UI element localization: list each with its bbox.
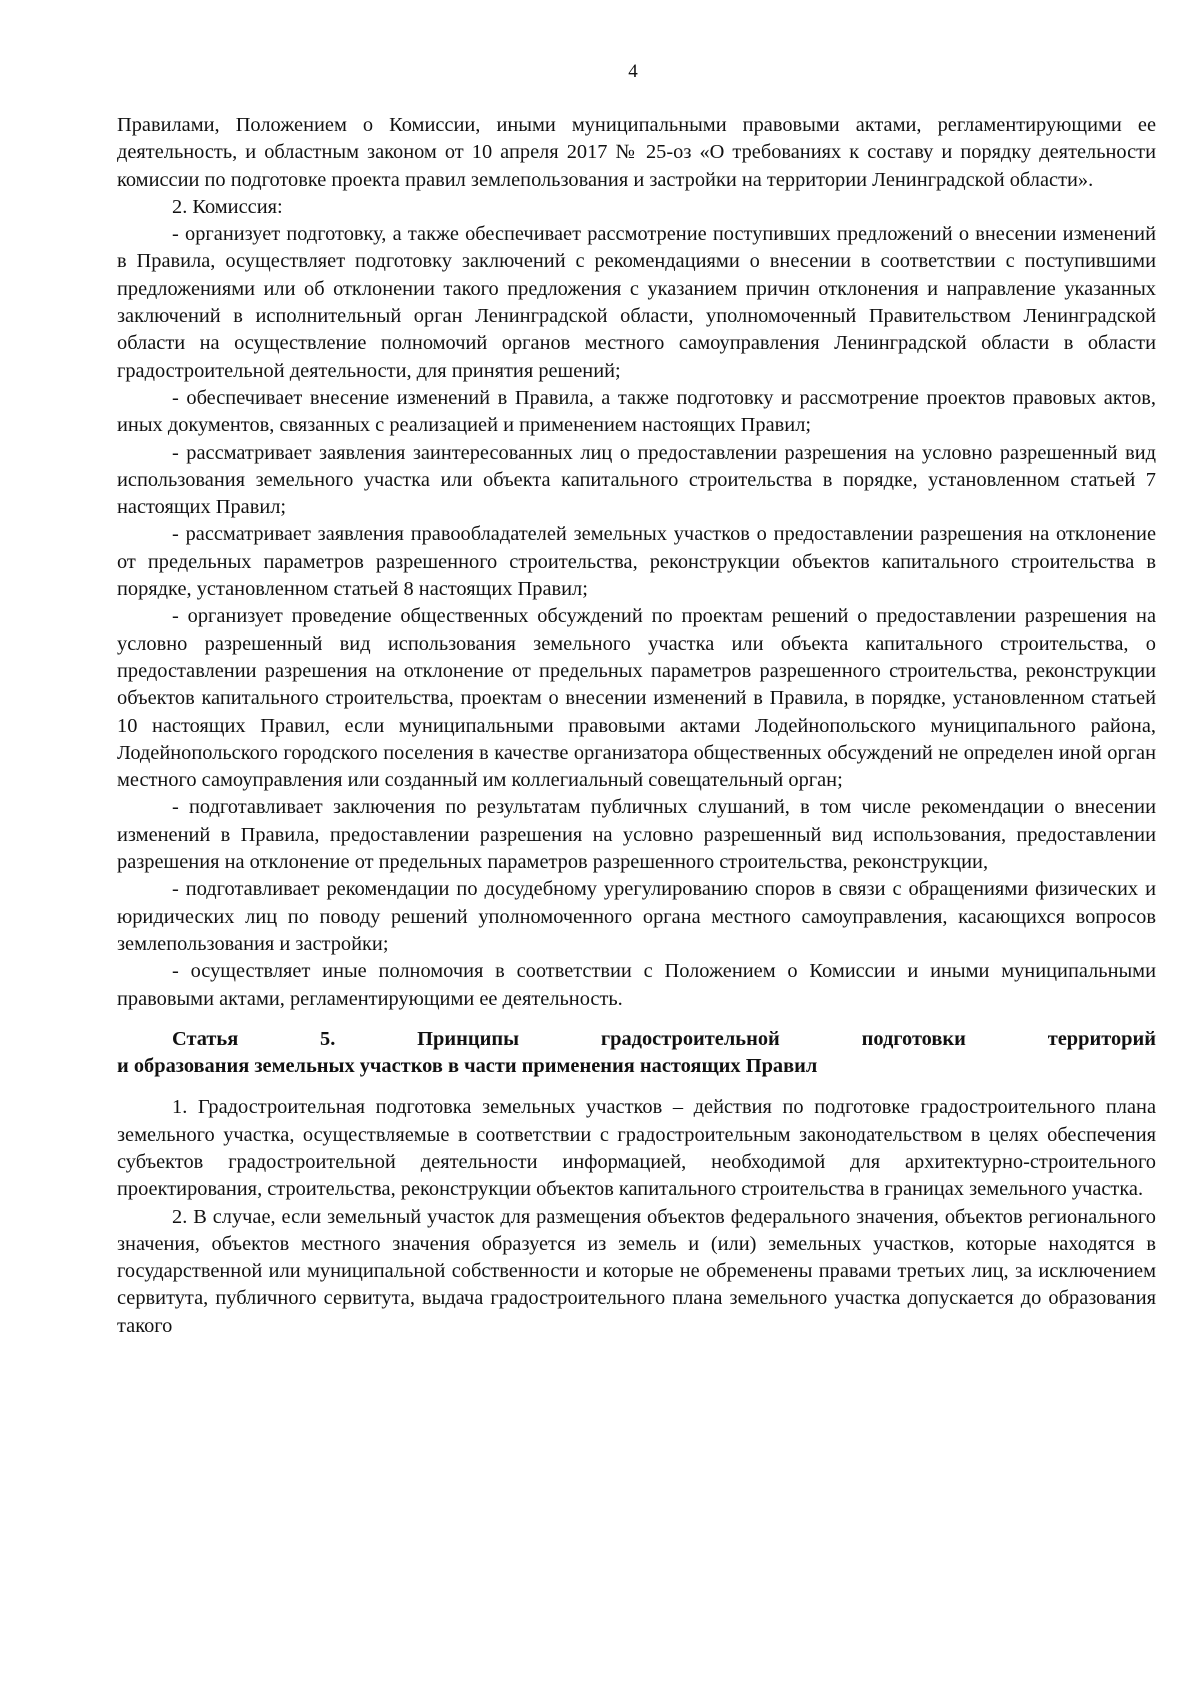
paragraph-numbered: 2. В случае, если земельный участок для размещения объектов федерального значения, объектов регионального значения, объектов местного значения образуется из земель и (или) земельных участков, которые находятся в государственной или муниципальной собственности и которые не обременены правами третьих лиц, за исключением сервитута, публичного сервитута, выдача градостроительного плана земельного участка допускается до образования такого bbox=[117, 1205, 1156, 1337]
article-heading-line-2: и образования земельных участков в части применения настоящих Правил bbox=[117, 1055, 818, 1078]
article-heading bbox=[117, 1026, 1156, 1081]
article-heading-line-1: Статья 5. Принципы градостроительной подготовки территорий bbox=[172, 1027, 1156, 1050]
list-item: - рассматривает заявления заинтересованных лиц о предоставлении разрешения на условно разрешенный вид использования земельного участка или объекта капитального строительства в порядке, установленном статьей 7 настоящих Правил; bbox=[117, 441, 1156, 519]
list-item: - организует подготовку, а также обеспечивает рассмотрение поступивших предложений о внесении изменений в Правила, осуществляет подготовку заключений с рекомендациями о внесении в соответствии с поступившими предложениями или об отклонении такого предложения с указанием причин отклонения и направление указанных заключений в исполнительный орган Ленинградской области, уполномоченный Правительством Ленинградской области на осуществление полномочий органов местного самоуправления Ленинградской области в области градостроительной деятельности, для принятия решений; bbox=[117, 223, 1156, 382]
list-item: - организует проведение общественных обсуждений по проектам решений о предоставлении разрешения на условно разрешенный вид использования земельного участка или объекта капитального строительства, о предоставлении разрешения на отклонение от предельных параметров разрешенного строительства, реконструкции объектов капитального строительства, проектам о внесении изменений в Правила, в порядке, установленном статьей 10 настоящих Правил, если муниципальными правовыми актами Лодейнопольского муниципального района, Лодейнопольского городского поселения в качестве организатора общественных обсуждений не определен иной орган местного самоуправления или созданный им коллегиальный совещательный орган; bbox=[117, 605, 1156, 792]
page-number: 4 bbox=[628, 61, 638, 82]
document-body bbox=[117, 112, 1156, 1340]
paragraph-commission-heading: 2. Комиссия: bbox=[172, 195, 283, 218]
list-item: - осуществляет иные полномочия в соответствии с Положением о Комиссии и иными муниципальными правовыми актами, регламентирующими ее деятельность. bbox=[117, 960, 1156, 1010]
list-item: - обеспечивает внесение изменений в Правила, а также подготовку и рассмотрение проектов правовых актов, иных документов, связанных с реализацией и применением настоящих Правил; bbox=[117, 386, 1156, 437]
list-item: - подготавливает заключения по результатам публичных слушаний, в том числе рекомендации о внесении изменений в Правила, предоставлении разрешения на условно разрешенный вид использования, предоставлении разрешения на отклонение от предельных параметров разрешенного строительства, реконструкции, bbox=[117, 796, 1156, 874]
list-item: - рассматривает заявления правообладателей земельных участков о предоставлении разрешения на отклонение от предельных параметров разрешенного строительства, реконструкции объектов капитального строительства в порядке, установленном статьей 8 настоящих Правил; bbox=[117, 523, 1156, 601]
paragraph-continuation: Правилами, Положением о Комиссии, иными муниципальными правовыми актами, регламентирующими ее деятельность, и областным законом от 10 апреля 2017 № 25-оз «О требованиях к составу и порядку деятельности комиссии по подготовке проекта правил землепользования и застройки на территории Ленинградской области». bbox=[117, 114, 1156, 191]
paragraph-numbered: 1. Градостроительная подготовка земельных участков – действия по подготовке градостроительного плана земельного участка, осуществляемые в соответствии с градостроительным законодательством в целях обеспечения субъектов градостроительной деятельности информацией, необходимой для архитектурно-строительного проектирования, строительства, реконструкции объектов капитального строительства в границах земельного участка. bbox=[117, 1096, 1156, 1201]
list-item: - подготавливает рекомендации по досудебному урегулированию споров в связи с обращениями физических и юридических лиц по поводу решений уполномоченного органа местного самоуправления, касающихся вопросов землепользования и застройки; bbox=[117, 878, 1156, 955]
